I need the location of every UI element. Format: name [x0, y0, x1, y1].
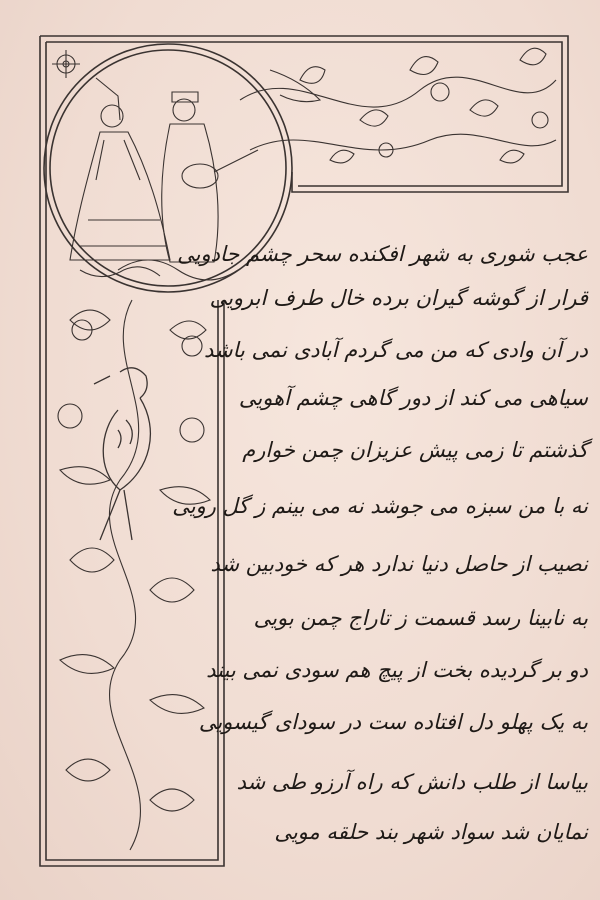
verse-line: نه با من سبزه می جوشد نه می بینم ز گل رویی — [172, 494, 588, 518]
corner-flower — [52, 50, 80, 78]
verse-line: در آن وادی که من می گردم آبادی نمی باشد — [204, 338, 588, 362]
left-foliage — [58, 300, 210, 850]
bird-drawing — [94, 368, 150, 540]
verse-line: بیاسا از طلب دانش که راه آرزو طی شد — [236, 770, 588, 794]
verse-line: سیاهی می کند از دور گاهی چشم آهویی — [238, 386, 588, 410]
verse-line: نمایان شد سواد شهر بند حلقه مویی — [274, 820, 588, 844]
verse-line: به نابینا رسد قسمت ز تاراج چمن بویی — [253, 606, 588, 630]
verse-line: قرار از گوشه گیران برده خال طرف ابرویی — [209, 286, 588, 310]
verse-line: به یک پهلو دل افتاده ست در سودای گیسویی — [198, 710, 588, 734]
verse-line: گذشتم تا زمی پیش عزیزان چمن خوارم — [242, 438, 588, 462]
verse-line: دو بر گردیده بخت از پیچ هم سودی نمی بیند — [206, 658, 588, 682]
top-foliage — [240, 48, 556, 163]
poem-text — [172, 232, 588, 872]
verse-line: نصیب از حاصل دنیا ندارد هر که خودبین شد — [210, 552, 588, 576]
verse-line: عجب شوری به شهر افکنده سحر چشم جادویی — [177, 242, 588, 266]
